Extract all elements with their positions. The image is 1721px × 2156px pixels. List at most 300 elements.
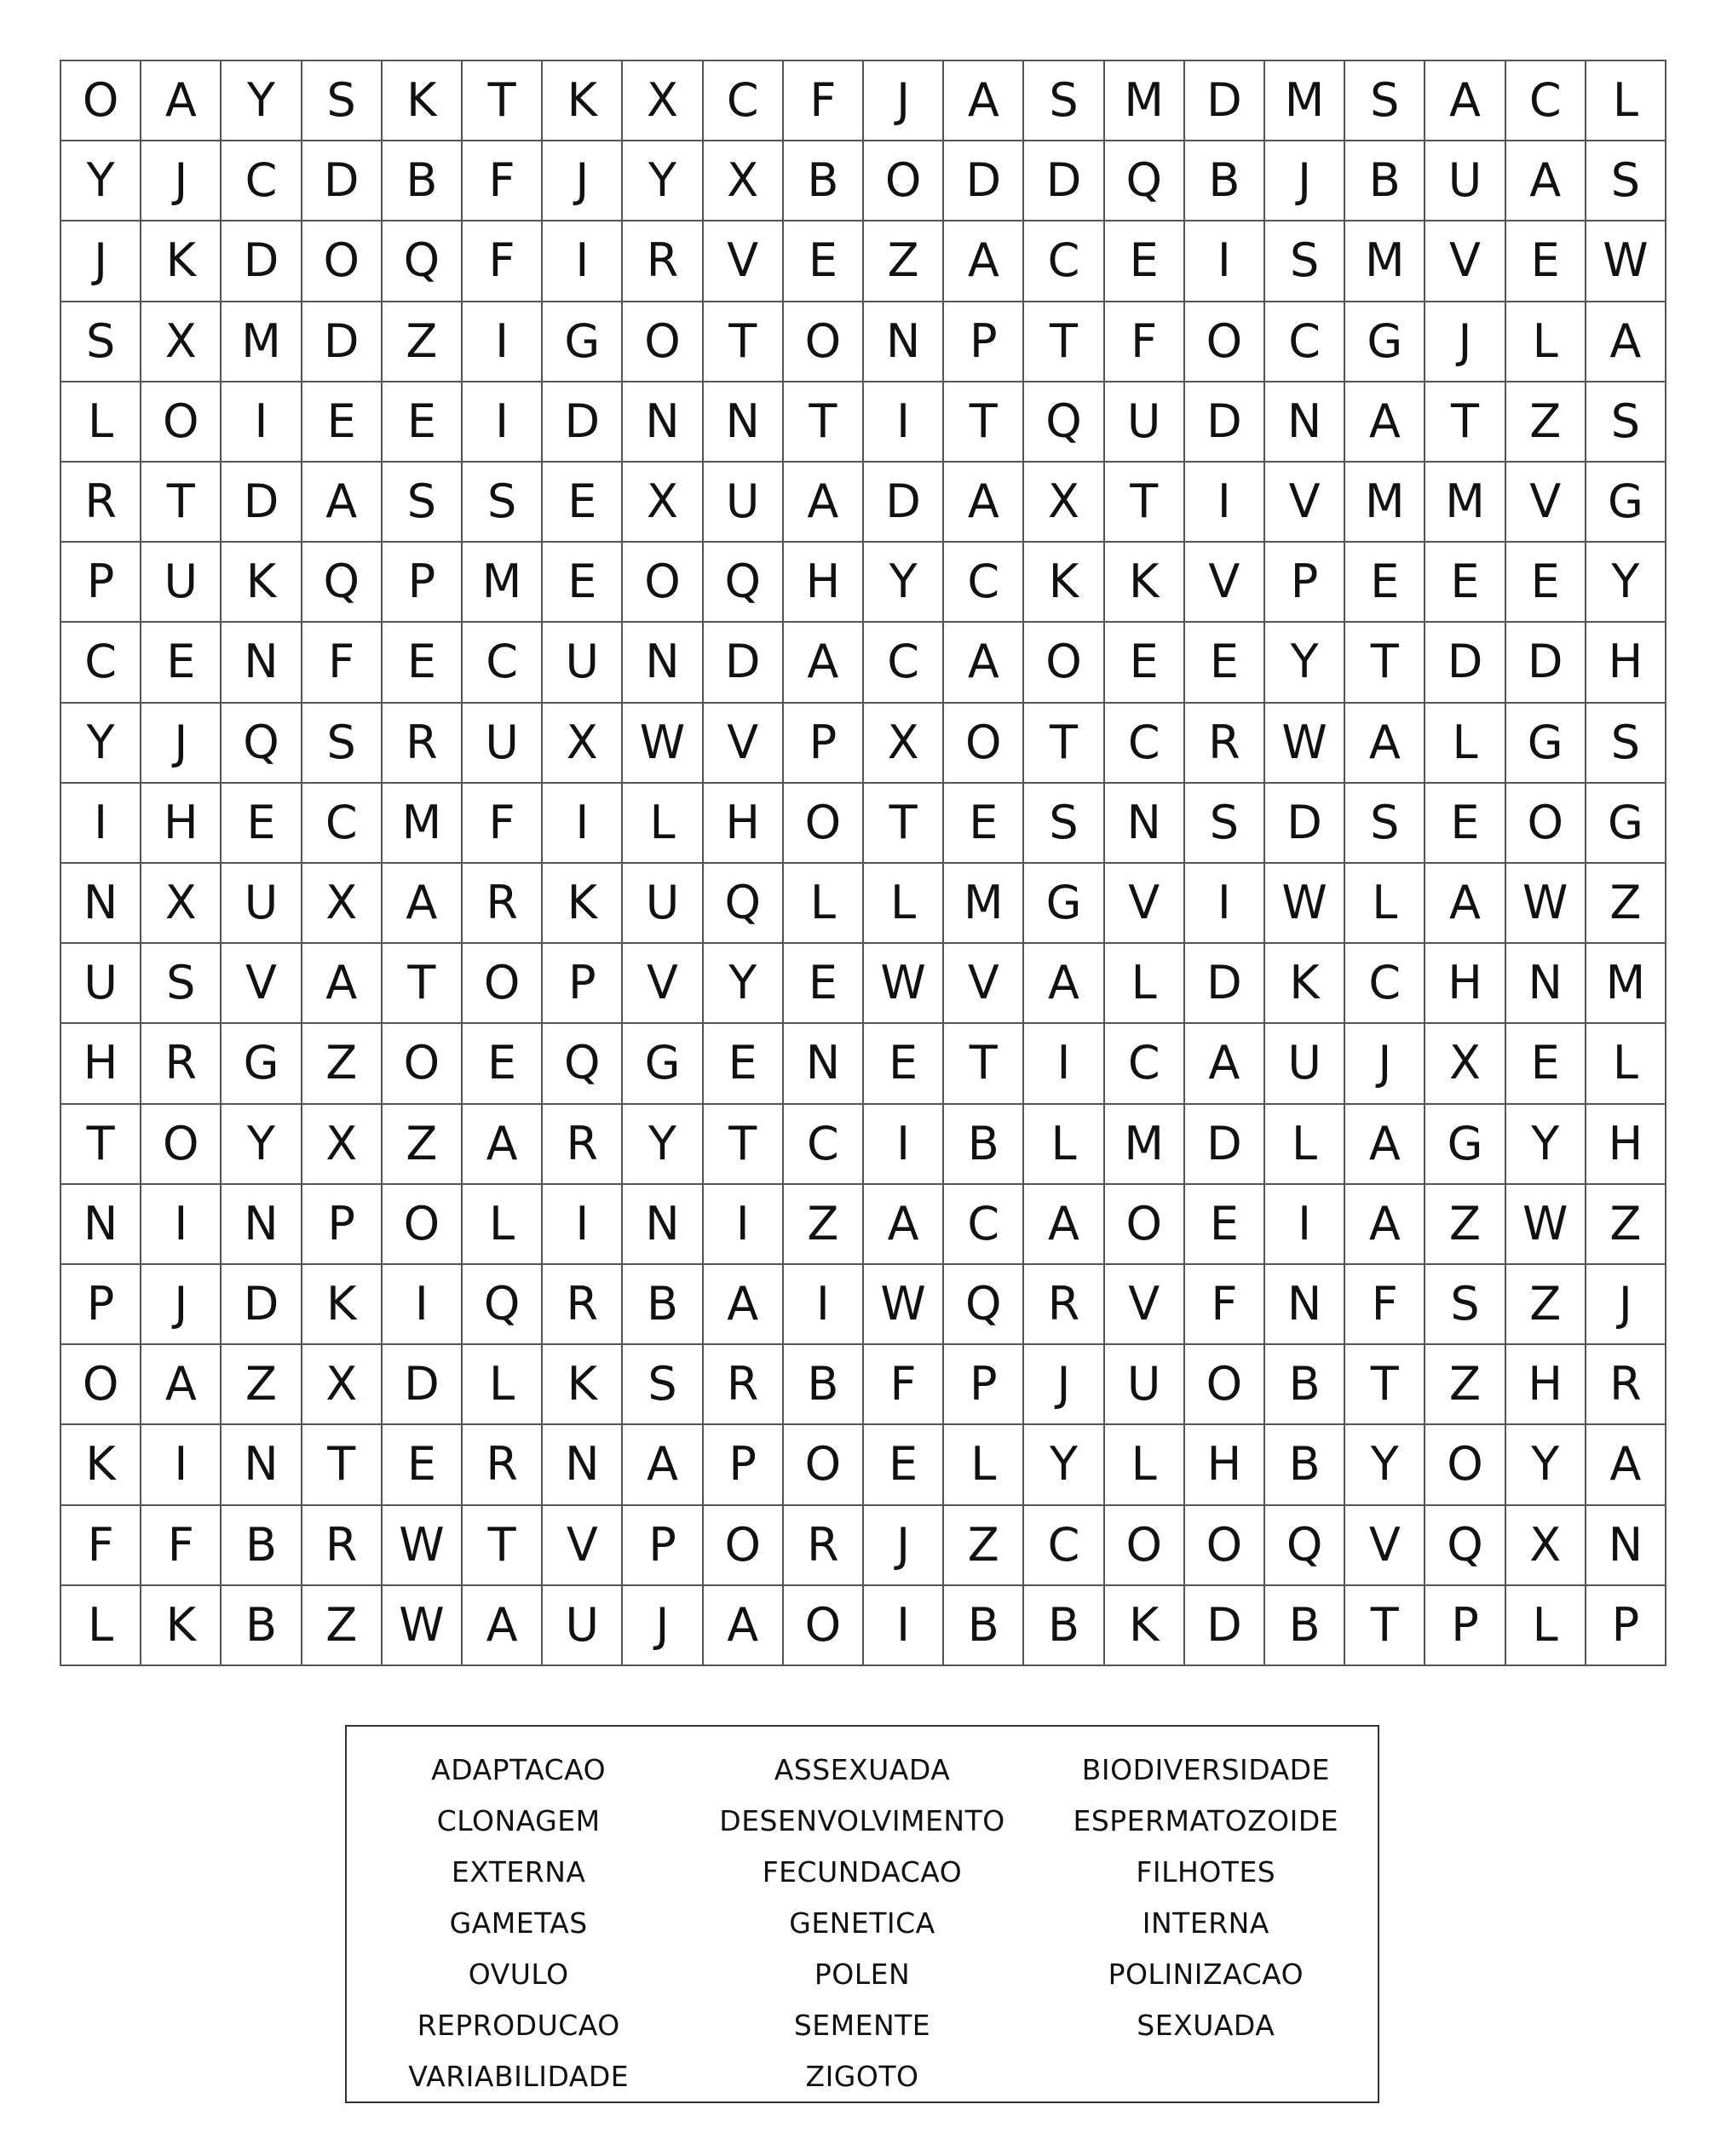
letter-cell[interactable]: O <box>784 784 864 864</box>
letter-cell[interactable]: T <box>784 382 864 463</box>
letter-cell[interactable]: Y <box>61 141 141 221</box>
letter-cell[interactable]: I <box>543 1185 623 1265</box>
letter-cell[interactable]: P <box>302 1185 383 1265</box>
letter-cell[interactable]: T <box>302 1425 383 1505</box>
letter-cell[interactable]: T <box>864 784 944 864</box>
letter-cell[interactable]: E <box>141 623 222 703</box>
letter-cell[interactable]: B <box>784 141 864 221</box>
letter-cell[interactable]: E <box>1105 221 1185 302</box>
letter-cell[interactable]: O <box>623 302 703 382</box>
letter-cell[interactable]: S <box>1586 704 1666 784</box>
letter-cell[interactable]: X <box>623 463 703 543</box>
letter-cell[interactable]: O <box>383 1024 463 1104</box>
letter-cell[interactable]: A <box>944 221 1024 302</box>
letter-cell[interactable]: J <box>141 141 222 221</box>
letter-cell[interactable]: V <box>543 1506 623 1586</box>
letter-cell[interactable]: D <box>1425 623 1505 703</box>
letter-cell[interactable]: U <box>623 864 703 944</box>
letter-cell[interactable]: I <box>864 1105 944 1185</box>
letter-cell[interactable]: E <box>1506 543 1586 623</box>
letter-cell[interactable]: G <box>222 1024 302 1104</box>
letter-cell[interactable]: Z <box>1506 382 1586 463</box>
letter-cell[interactable]: P <box>543 944 623 1024</box>
letter-cell[interactable]: N <box>222 623 302 703</box>
letter-cell[interactable]: Y <box>1506 1425 1586 1505</box>
letter-cell[interactable]: S <box>1345 784 1425 864</box>
letter-cell[interactable]: A <box>141 1345 222 1425</box>
letter-cell[interactable]: X <box>543 704 623 784</box>
letter-cell[interactable]: B <box>623 1265 703 1345</box>
letter-cell[interactable]: R <box>1185 704 1265 784</box>
letter-cell[interactable]: J <box>1265 141 1345 221</box>
letter-cell[interactable]: F <box>302 623 383 703</box>
letter-cell[interactable]: C <box>1105 1024 1185 1104</box>
letter-cell[interactable]: I <box>1185 463 1265 543</box>
letter-cell[interactable]: K <box>1105 1586 1185 1666</box>
letter-cell[interactable]: B <box>383 141 463 221</box>
letter-cell[interactable]: R <box>704 1345 784 1425</box>
letter-cell[interactable]: C <box>463 623 543 703</box>
letter-cell[interactable]: A <box>704 1265 784 1345</box>
letter-cell[interactable]: I <box>1024 1024 1104 1104</box>
letter-cell[interactable]: E <box>1506 221 1586 302</box>
letter-cell[interactable]: L <box>784 864 864 944</box>
letter-cell[interactable]: R <box>1586 1345 1666 1425</box>
letter-cell[interactable]: U <box>1425 141 1505 221</box>
letter-cell[interactable]: S <box>1586 382 1666 463</box>
letter-cell[interactable]: M <box>944 864 1024 944</box>
letter-cell[interactable]: Z <box>383 302 463 382</box>
letter-cell[interactable]: Y <box>704 944 784 1024</box>
letter-cell[interactable]: I <box>1265 1185 1345 1265</box>
letter-cell[interactable]: J <box>543 141 623 221</box>
letter-cell[interactable]: E <box>543 543 623 623</box>
letter-cell[interactable]: J <box>141 1265 222 1345</box>
letter-cell[interactable]: K <box>141 1586 222 1666</box>
letter-cell[interactable]: N <box>61 1185 141 1265</box>
letter-cell[interactable]: Y <box>61 704 141 784</box>
letter-cell[interactable]: A <box>302 944 383 1024</box>
letter-cell[interactable]: M <box>1345 463 1425 543</box>
letter-cell[interactable]: E <box>1425 784 1505 864</box>
letter-cell[interactable]: S <box>61 302 141 382</box>
letter-cell[interactable]: X <box>1024 463 1104 543</box>
letter-cell[interactable]: V <box>1506 463 1586 543</box>
letter-cell[interactable]: P <box>61 1265 141 1345</box>
letter-cell[interactable]: A <box>864 1185 944 1265</box>
letter-cell[interactable]: A <box>1586 302 1666 382</box>
letter-cell[interactable]: T <box>1425 382 1505 463</box>
letter-cell[interactable]: K <box>383 61 463 141</box>
letter-cell[interactable]: W <box>383 1506 463 1586</box>
letter-cell[interactable]: W <box>623 704 703 784</box>
letter-cell[interactable]: X <box>704 141 784 221</box>
letter-cell[interactable]: V <box>944 944 1024 1024</box>
letter-cell[interactable]: U <box>543 1586 623 1666</box>
letter-cell[interactable]: Y <box>623 141 703 221</box>
letter-cell[interactable]: Y <box>1024 1425 1104 1505</box>
letter-cell[interactable]: W <box>1506 1185 1586 1265</box>
letter-cell[interactable]: O <box>61 1345 141 1425</box>
letter-cell[interactable]: T <box>944 382 1024 463</box>
letter-cell[interactable]: L <box>61 382 141 463</box>
letter-cell[interactable]: P <box>623 1506 703 1586</box>
letter-cell[interactable]: Z <box>1425 1185 1505 1265</box>
letter-cell[interactable]: G <box>543 302 623 382</box>
letter-cell[interactable]: O <box>141 1105 222 1185</box>
letter-cell[interactable]: E <box>1425 543 1505 623</box>
letter-cell[interactable]: Z <box>302 1024 383 1104</box>
letter-cell[interactable]: J <box>1345 1024 1425 1104</box>
letter-cell[interactable]: O <box>1185 302 1265 382</box>
letter-cell[interactable]: P <box>383 543 463 623</box>
letter-cell[interactable]: F <box>463 221 543 302</box>
letter-cell[interactable]: V <box>1265 463 1345 543</box>
letter-cell[interactable]: T <box>1024 302 1104 382</box>
letter-cell[interactable]: F <box>141 1506 222 1586</box>
letter-cell[interactable]: Y <box>222 61 302 141</box>
letter-cell[interactable]: K <box>302 1265 383 1345</box>
letter-cell[interactable]: F <box>1185 1265 1265 1345</box>
letter-cell[interactable]: Z <box>1425 1345 1505 1425</box>
letter-cell[interactable]: D <box>1185 382 1265 463</box>
letter-cell[interactable]: O <box>1185 1345 1265 1425</box>
letter-cell[interactable]: G <box>1506 704 1586 784</box>
letter-cell[interactable]: A <box>463 1105 543 1185</box>
letter-cell[interactable]: S <box>1024 784 1104 864</box>
letter-cell[interactable]: K <box>1265 944 1345 1024</box>
letter-cell[interactable]: T <box>1345 1586 1425 1666</box>
letter-cell[interactable]: E <box>704 1024 784 1104</box>
letter-cell[interactable]: X <box>1425 1024 1505 1104</box>
letter-cell[interactable]: R <box>784 1506 864 1586</box>
letter-cell[interactable]: A <box>784 463 864 543</box>
letter-cell[interactable]: D <box>1185 1586 1265 1666</box>
letter-cell[interactable]: T <box>1105 463 1185 543</box>
letter-cell[interactable]: Q <box>1105 141 1185 221</box>
letter-cell[interactable]: X <box>623 61 703 141</box>
letter-cell[interactable]: Y <box>1506 1105 1586 1185</box>
letter-cell[interactable]: A <box>383 864 463 944</box>
letter-cell[interactable]: Z <box>864 221 944 302</box>
letter-cell[interactable]: C <box>784 1105 864 1185</box>
letter-cell[interactable]: S <box>1345 61 1425 141</box>
letter-cell[interactable]: A <box>1024 1185 1104 1265</box>
letter-cell[interactable]: E <box>543 463 623 543</box>
letter-cell[interactable]: L <box>1425 704 1505 784</box>
letter-cell[interactable]: X <box>302 864 383 944</box>
letter-cell[interactable]: L <box>1586 61 1666 141</box>
letter-cell[interactable]: E <box>383 382 463 463</box>
letter-cell[interactable]: J <box>623 1586 703 1666</box>
letter-cell[interactable]: J <box>864 61 944 141</box>
letter-cell[interactable]: U <box>222 864 302 944</box>
letter-cell[interactable]: G <box>1586 463 1666 543</box>
letter-cell[interactable]: T <box>944 1024 1024 1104</box>
letter-cell[interactable]: T <box>141 463 222 543</box>
letter-cell[interactable]: J <box>141 704 222 784</box>
letter-cell[interactable]: I <box>864 382 944 463</box>
letter-cell[interactable]: O <box>383 1185 463 1265</box>
letter-cell[interactable]: H <box>704 784 784 864</box>
letter-cell[interactable]: A <box>1345 1105 1425 1185</box>
letter-cell[interactable]: A <box>784 623 864 703</box>
letter-cell[interactable]: Q <box>463 1265 543 1345</box>
letter-cell[interactable]: G <box>1024 864 1104 944</box>
letter-cell[interactable]: D <box>1265 784 1345 864</box>
letter-cell[interactable]: O <box>1105 1185 1185 1265</box>
letter-cell[interactable]: O <box>784 302 864 382</box>
letter-cell[interactable]: L <box>1586 1024 1666 1104</box>
letter-cell[interactable]: Y <box>222 1105 302 1185</box>
letter-cell[interactable]: J <box>1024 1345 1104 1425</box>
letter-cell[interactable]: F <box>463 141 543 221</box>
letter-cell[interactable]: L <box>463 1345 543 1425</box>
letter-cell[interactable]: S <box>302 704 383 784</box>
letter-cell[interactable]: O <box>1425 1425 1505 1505</box>
letter-cell[interactable]: Y <box>1265 623 1345 703</box>
letter-cell[interactable]: I <box>141 1185 222 1265</box>
letter-cell[interactable]: L <box>944 1425 1024 1505</box>
letter-cell[interactable]: X <box>302 1105 383 1185</box>
letter-cell[interactable]: E <box>1345 543 1425 623</box>
letter-cell[interactable]: E <box>463 1024 543 1104</box>
letter-cell[interactable]: R <box>383 704 463 784</box>
letter-cell[interactable]: D <box>543 382 623 463</box>
letter-cell[interactable]: A <box>1425 864 1505 944</box>
letter-cell[interactable]: E <box>1185 1185 1265 1265</box>
letter-cell[interactable]: X <box>302 1345 383 1425</box>
letter-cell[interactable]: D <box>222 463 302 543</box>
letter-cell[interactable]: V <box>704 704 784 784</box>
letter-cell[interactable]: R <box>463 1425 543 1505</box>
letter-cell[interactable]: O <box>944 704 1024 784</box>
letter-cell[interactable]: P <box>1586 1586 1666 1666</box>
letter-cell[interactable]: I <box>704 1185 784 1265</box>
letter-cell[interactable]: Z <box>222 1345 302 1425</box>
letter-cell[interactable]: B <box>944 1586 1024 1666</box>
letter-cell[interactable]: Z <box>1506 1265 1586 1345</box>
letter-cell[interactable]: H <box>1586 623 1666 703</box>
letter-cell[interactable]: D <box>1185 944 1265 1024</box>
letter-cell[interactable]: R <box>1024 1265 1104 1345</box>
letter-cell[interactable]: C <box>61 623 141 703</box>
letter-cell[interactable]: X <box>1506 1506 1586 1586</box>
letter-cell[interactable]: Z <box>383 1105 463 1185</box>
letter-cell[interactable]: R <box>623 221 703 302</box>
letter-cell[interactable]: Z <box>1586 864 1666 944</box>
letter-cell[interactable]: Z <box>1586 1185 1666 1265</box>
letter-cell[interactable]: W <box>1265 864 1345 944</box>
letter-cell[interactable]: Q <box>1425 1506 1505 1586</box>
letter-cell[interactable]: N <box>784 1024 864 1104</box>
letter-cell[interactable]: W <box>1506 864 1586 944</box>
letter-cell[interactable]: B <box>1265 1586 1345 1666</box>
letter-cell[interactable]: V <box>1185 543 1265 623</box>
letter-cell[interactable]: W <box>1265 704 1345 784</box>
letter-cell[interactable]: V <box>704 221 784 302</box>
letter-cell[interactable]: E <box>222 784 302 864</box>
letter-cell[interactable]: C <box>944 1185 1024 1265</box>
letter-cell[interactable]: O <box>1105 1506 1185 1586</box>
letter-cell[interactable]: K <box>1024 543 1104 623</box>
letter-cell[interactable]: M <box>1345 221 1425 302</box>
letter-cell[interactable]: D <box>302 302 383 382</box>
letter-cell[interactable]: R <box>543 1105 623 1185</box>
letter-cell[interactable]: I <box>463 382 543 463</box>
letter-cell[interactable]: H <box>1425 944 1505 1024</box>
letter-cell[interactable]: O <box>1024 623 1104 703</box>
letter-cell[interactable]: L <box>1345 864 1425 944</box>
letter-cell[interactable]: Q <box>704 543 784 623</box>
letter-cell[interactable]: I <box>141 1425 222 1505</box>
letter-cell[interactable]: T <box>1345 623 1425 703</box>
letter-cell[interactable]: N <box>61 864 141 944</box>
letter-cell[interactable]: J <box>61 221 141 302</box>
letter-cell[interactable]: O <box>704 1506 784 1586</box>
letter-cell[interactable]: B <box>1024 1586 1104 1666</box>
letter-cell[interactable]: O <box>302 221 383 302</box>
letter-cell[interactable]: K <box>543 61 623 141</box>
letter-cell[interactable]: N <box>1265 1265 1345 1345</box>
letter-cell[interactable]: S <box>1024 61 1104 141</box>
letter-cell[interactable]: C <box>1105 704 1185 784</box>
letter-cell[interactable]: P <box>944 302 1024 382</box>
letter-cell[interactable]: T <box>1024 704 1104 784</box>
letter-cell[interactable]: S <box>383 463 463 543</box>
letter-cell[interactable]: C <box>222 141 302 221</box>
letter-cell[interactable]: A <box>1425 61 1505 141</box>
letter-cell[interactable]: A <box>623 1425 703 1505</box>
letter-cell[interactable]: I <box>864 1586 944 1666</box>
letter-cell[interactable]: B <box>944 1105 1024 1185</box>
letter-cell[interactable]: J <box>1586 1265 1666 1345</box>
letter-cell[interactable]: I <box>1185 221 1265 302</box>
letter-cell[interactable]: L <box>463 1185 543 1265</box>
letter-cell[interactable]: U <box>463 704 543 784</box>
letter-cell[interactable]: D <box>222 221 302 302</box>
letter-cell[interactable]: I <box>463 302 543 382</box>
letter-cell[interactable]: Y <box>623 1105 703 1185</box>
letter-cell[interactable]: N <box>864 302 944 382</box>
letter-cell[interactable]: A <box>463 1586 543 1666</box>
letter-cell[interactable]: M <box>463 543 543 623</box>
letter-cell[interactable]: J <box>864 1506 944 1586</box>
letter-cell[interactable]: T <box>383 944 463 1024</box>
letter-cell[interactable]: E <box>1506 1024 1586 1104</box>
letter-cell[interactable]: O <box>463 944 543 1024</box>
letter-cell[interactable]: W <box>864 944 944 1024</box>
letter-cell[interactable]: Q <box>543 1024 623 1104</box>
letter-cell[interactable]: L <box>1105 944 1185 1024</box>
letter-cell[interactable]: T <box>1345 1345 1425 1425</box>
letter-cell[interactable]: B <box>1265 1345 1345 1425</box>
letter-cell[interactable]: L <box>1024 1105 1104 1185</box>
letter-cell[interactable]: Z <box>302 1586 383 1666</box>
letter-cell[interactable]: K <box>543 864 623 944</box>
letter-cell[interactable]: A <box>944 463 1024 543</box>
letter-cell[interactable]: X <box>141 302 222 382</box>
letter-cell[interactable]: H <box>141 784 222 864</box>
letter-cell[interactable]: N <box>222 1425 302 1505</box>
letter-cell[interactable]: V <box>1345 1506 1425 1586</box>
letter-cell[interactable]: O <box>623 543 703 623</box>
letter-cell[interactable]: P <box>784 704 864 784</box>
letter-cell[interactable]: S <box>1265 221 1345 302</box>
letter-cell[interactable]: B <box>784 1345 864 1425</box>
letter-cell[interactable]: K <box>1105 543 1185 623</box>
letter-cell[interactable]: N <box>704 382 784 463</box>
letter-cell[interactable]: S <box>1586 141 1666 221</box>
letter-cell[interactable]: B <box>222 1506 302 1586</box>
letter-cell[interactable]: E <box>864 1024 944 1104</box>
letter-cell[interactable]: I <box>383 1265 463 1345</box>
letter-cell[interactable]: P <box>61 543 141 623</box>
letter-cell[interactable]: M <box>1105 1105 1185 1185</box>
letter-cell[interactable]: K <box>141 221 222 302</box>
letter-cell[interactable]: S <box>1425 1265 1505 1345</box>
letter-cell[interactable]: O <box>784 1425 864 1505</box>
letter-cell[interactable]: A <box>1024 944 1104 1024</box>
letter-cell[interactable]: U <box>543 623 623 703</box>
letter-cell[interactable]: E <box>784 221 864 302</box>
letter-cell[interactable]: Q <box>1024 382 1104 463</box>
letter-cell[interactable]: S <box>463 463 543 543</box>
letter-cell[interactable]: E <box>383 623 463 703</box>
letter-cell[interactable]: C <box>864 623 944 703</box>
letter-cell[interactable]: N <box>1586 1506 1666 1586</box>
letter-cell[interactable]: N <box>623 1185 703 1265</box>
letter-cell[interactable]: A <box>1345 704 1425 784</box>
letter-cell[interactable]: M <box>1105 61 1185 141</box>
letter-cell[interactable]: R <box>61 463 141 543</box>
letter-cell[interactable]: C <box>1506 61 1586 141</box>
letter-cell[interactable]: W <box>1586 221 1666 302</box>
letter-cell[interactable]: E <box>1105 623 1185 703</box>
letter-cell[interactable]: F <box>1105 302 1185 382</box>
letter-cell[interactable]: N <box>222 1185 302 1265</box>
letter-cell[interactable]: G <box>1345 302 1425 382</box>
letter-cell[interactable]: Z <box>944 1506 1024 1586</box>
letter-cell[interactable]: O <box>784 1586 864 1666</box>
letter-cell[interactable]: P <box>944 1345 1024 1425</box>
letter-cell[interactable]: K <box>222 543 302 623</box>
letter-cell[interactable]: Q <box>944 1265 1024 1345</box>
letter-cell[interactable]: M <box>1586 944 1666 1024</box>
letter-cell[interactable]: M <box>383 784 463 864</box>
letter-cell[interactable]: O <box>141 382 222 463</box>
letter-cell[interactable]: F <box>463 784 543 864</box>
letter-cell[interactable]: Q <box>302 543 383 623</box>
letter-cell[interactable]: N <box>543 1425 623 1505</box>
letter-cell[interactable]: A <box>1185 1024 1265 1104</box>
letter-cell[interactable]: U <box>141 543 222 623</box>
letter-cell[interactable]: Y <box>1345 1425 1425 1505</box>
letter-cell[interactable]: O <box>1506 784 1586 864</box>
letter-cell[interactable]: V <box>1425 221 1505 302</box>
letter-cell[interactable]: Y <box>864 543 944 623</box>
letter-cell[interactable]: C <box>944 543 1024 623</box>
letter-cell[interactable]: L <box>1105 1425 1185 1505</box>
letter-cell[interactable]: U <box>704 463 784 543</box>
letter-cell[interactable]: W <box>864 1265 944 1345</box>
letter-cell[interactable]: N <box>1265 382 1345 463</box>
letter-cell[interactable]: G <box>1425 1105 1505 1185</box>
letter-cell[interactable]: L <box>61 1586 141 1666</box>
letter-cell[interactable]: Z <box>784 1185 864 1265</box>
letter-cell[interactable]: P <box>1425 1586 1505 1666</box>
letter-cell[interactable]: O <box>1185 1506 1265 1586</box>
